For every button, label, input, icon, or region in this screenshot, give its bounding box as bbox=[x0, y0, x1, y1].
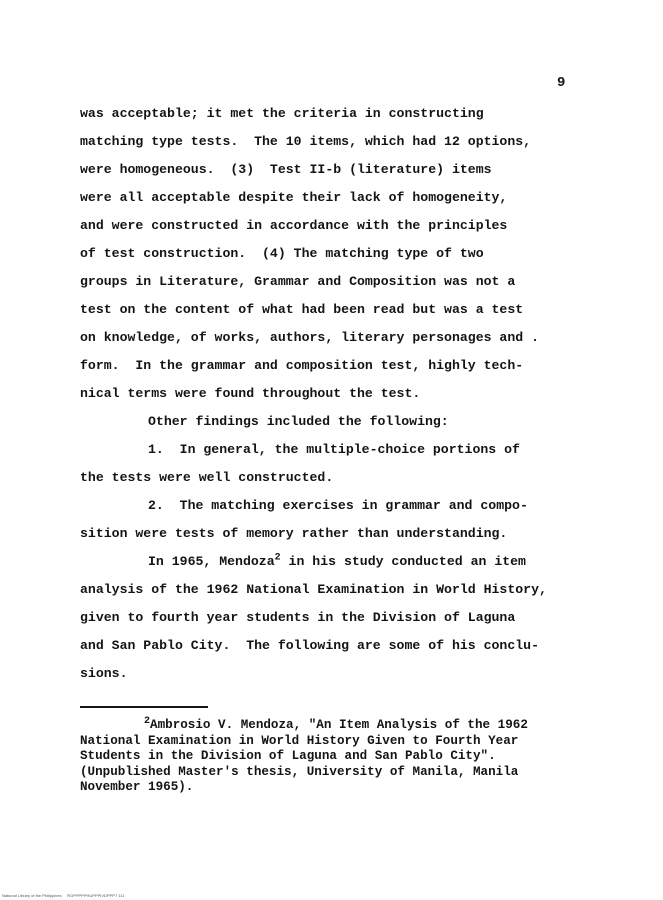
text-line: sions. bbox=[80, 666, 128, 681]
footnote bbox=[80, 715, 600, 796]
mendoza-text-after: in his study conducted an item bbox=[280, 554, 526, 569]
footnote-first-line bbox=[80, 715, 600, 734]
footnote-mark: 2 bbox=[144, 715, 151, 727]
body-text bbox=[80, 100, 600, 688]
footnote-line: National Examination in World History Given to Fourth Year bbox=[80, 733, 519, 748]
text-line: nical terms were found throughout the test. bbox=[80, 386, 421, 401]
text-line: of test construction. (4) The matching type of two bbox=[80, 246, 484, 261]
finding-2-line: sition were tests of memory rather than understanding. bbox=[80, 526, 508, 541]
footnote-reference: 2 bbox=[274, 552, 281, 564]
footnote-text: Ambrosio V. Mendoza, "An Item Analysis of the 1962 bbox=[150, 718, 528, 732]
other-findings-intro: Other findings included the following: bbox=[148, 414, 449, 429]
text-line: were homogeneous. (3) Test II-b (literature) items bbox=[80, 162, 492, 177]
finding-1-line: the tests were well constructed. bbox=[80, 470, 334, 485]
text-line: were all acceptable despite their lack of homogeneity, bbox=[80, 190, 508, 205]
mendoza-paragraph-first-line bbox=[80, 548, 600, 576]
text-line: form. In the grammar and composition test, highly tech- bbox=[80, 358, 524, 373]
text-line: on knowledge, of works, authors, literary personages and . bbox=[80, 330, 539, 345]
text-line: groups in Literature, Grammar and Composition was not a bbox=[80, 274, 516, 289]
text-line: was acceptable; it met the criteria in constructing bbox=[80, 106, 484, 121]
library-stamp: National Library of the Philippines ROPPPPPHUPPPIVDPPP7 111 bbox=[2, 893, 125, 898]
footnote-line: Students in the Division of Laguna and San Pablo City". bbox=[80, 749, 496, 763]
finding-1-line: 1. In general, the multiple-choice portions of bbox=[148, 442, 520, 457]
mendoza-text-before: In 1965, Mendoza bbox=[148, 554, 275, 569]
page-number: 9 bbox=[557, 75, 566, 91]
footnote-line: (Unpublished Master's thesis, University of Manila, Manila bbox=[80, 764, 519, 779]
footnote-line: November 1965). bbox=[80, 780, 194, 794]
text-line: test on the content of what had been read but was a test bbox=[80, 302, 524, 317]
text-line: given to fourth year students in the Division of Laguna bbox=[80, 610, 516, 625]
text-line: matching type tests. The 10 items, which had 12 options, bbox=[80, 134, 532, 149]
footnote-separator bbox=[80, 706, 208, 708]
text-line: and were constructed in accordance with the principles bbox=[80, 218, 508, 233]
text-line: and San Pablo City. The following are some of his conclu- bbox=[80, 638, 539, 653]
finding-2-line: 2. The matching exercises in grammar and compo- bbox=[148, 498, 528, 513]
text-line: analysis of the 1962 National Examination in World History, bbox=[80, 582, 547, 597]
